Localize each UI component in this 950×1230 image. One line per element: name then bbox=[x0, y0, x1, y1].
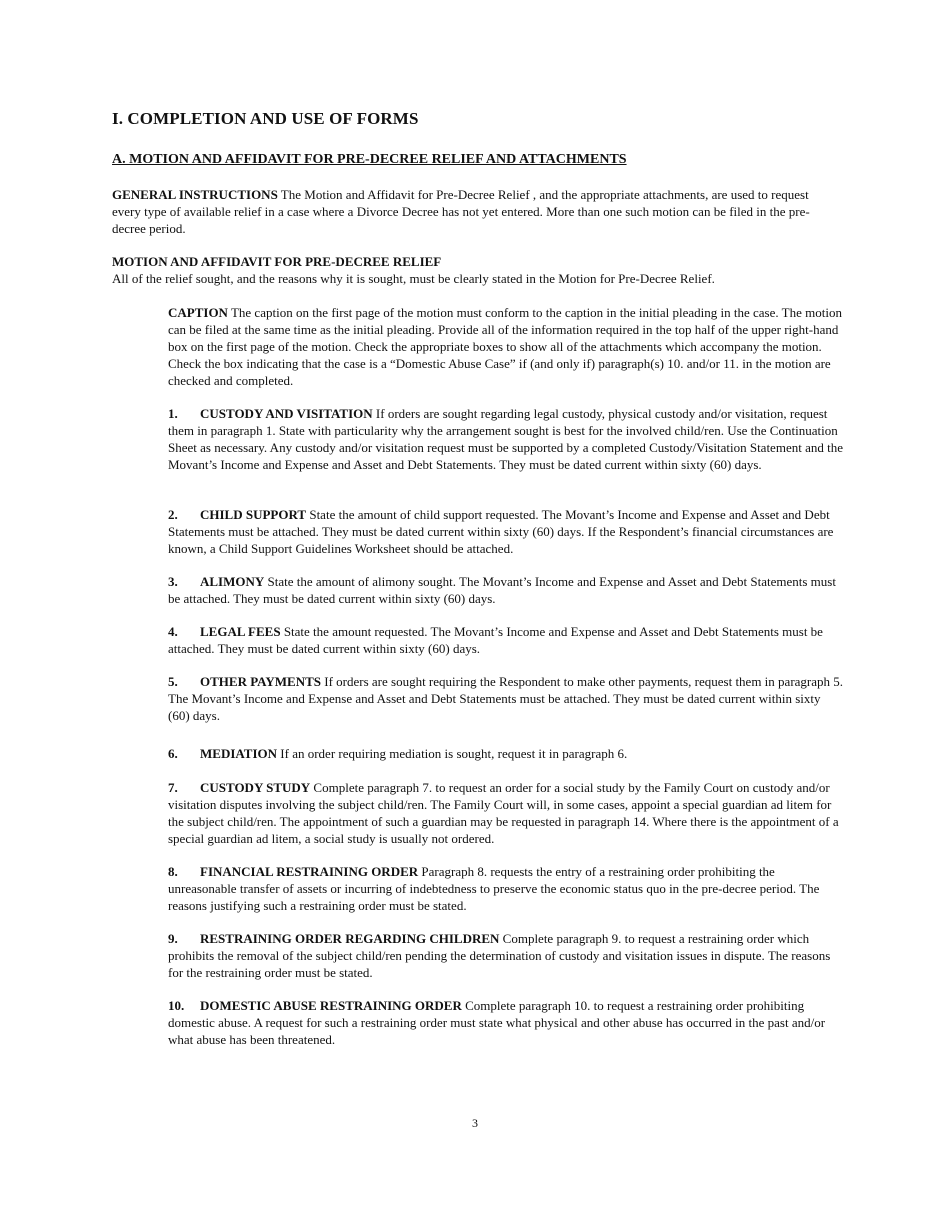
item-text: If an order requiring mediation is sought, request it in paragraph 6. bbox=[277, 746, 628, 761]
item-lead: FINANCIAL RESTRAINING ORDER bbox=[200, 864, 419, 879]
item-text: Complete paragraph 10. to request a restraining order prohibiting domestic abuse. A request for such a restraining order must state what physical and other abuse has occurred in the past and/or what abuse has been threatened. bbox=[168, 998, 826, 1047]
caption-paragraph bbox=[168, 304, 843, 389]
item-text: Complete paragraph 7. to request an order for a social study by the Family Court on custody and/or visitation disputes involving the subject child/ren. The Family Court will, in some cases, appoint a special guardian ad litem for the subject child/ren. The appointment of such a guardian may be requested in paragraph 14. Where there is the appointment of a special guardian ad litem, a social study is usually not ordered. bbox=[168, 780, 839, 846]
instruction-item-domestic-abuse-restraining-order bbox=[168, 997, 843, 1048]
item-lead: ALIMONY bbox=[200, 574, 265, 589]
caption-lead: CAPTION bbox=[168, 305, 228, 320]
general-instructions-text: The Motion and Affidavit for Pre-Decree Relief , and the appropriate attachments, are used to request every type of available relief in a case where a Divorce Decree has not yet entered. More than one such motion can be filed in the pre-decree period. bbox=[112, 187, 810, 236]
caption-text: The caption on the first page of the motion must conform to the caption in the initial pleading in the case. The motion can be filed at the same time as the initial pleading. Provide all of the information required in the top half of the upper right-hand box on the first page of the motion. Check the appropriate boxes to show all of the attachments which accompany the motion. Check the box indicating that the case is a “Domestic Abuse Case” if (and only if) paragraph(s) 10. and/or 11. in the motion are checked and completed. bbox=[168, 305, 842, 388]
item-lead: DOMESTIC ABUSE RESTRAINING ORDER bbox=[200, 998, 462, 1013]
instruction-item-custody-study bbox=[168, 779, 843, 847]
item-lead: CHILD SUPPORT bbox=[200, 507, 307, 522]
item-text: Complete paragraph 9. to request a restraining order which prohibits the removal of the subject child/ren pending the determination of custody and visitation issues in dispute. The reasons for the restraining order must be stated. bbox=[168, 931, 831, 980]
instruction-item-other-payments bbox=[168, 673, 843, 724]
item-text: State the amount of alimony sought. The Movant’s Income and Expense and Asset and Debt Statements must be attached. They must be dated current within sixty (60) days. bbox=[168, 574, 836, 606]
instruction-item-custody-visitation bbox=[168, 405, 843, 473]
motion-affidavit-paragraph bbox=[112, 253, 832, 287]
subsection-title: A. MOTION AND AFFIDAVIT FOR PRE-DECREE RELIEF AND ATTACHMENTS bbox=[112, 152, 627, 167]
item-number: 6. bbox=[168, 746, 178, 761]
item-number: 4. bbox=[168, 624, 178, 639]
page-number: 3 bbox=[472, 1116, 478, 1130]
general-instructions-paragraph bbox=[112, 186, 832, 237]
item-text: If orders are sought requiring the Respondent to make other payments, request them in paragraph 5. The Movant’s Income and Expense and Asset and Debt Statements must be attached. They must be dated current within sixty (60) days. bbox=[168, 674, 844, 723]
item-text: If orders are sought regarding legal custody, physical custody and/or visitation, request them in paragraph 1. State with particularity why the arrangement sought is best for the involved child/ren. Use the Continuation Sheet as necessary. Any custody and/or visitation request must be supported by a completed Custody/Visitation Statement and the Movant’s Income and Expense and Asset and Debt Statements. They must be dated current within sixty (60) days. bbox=[168, 406, 843, 472]
item-number: 1. bbox=[168, 406, 178, 421]
item-number: 10. bbox=[168, 998, 185, 1013]
instruction-item-mediation bbox=[168, 745, 843, 762]
item-number: 2. bbox=[168, 507, 178, 522]
item-lead: MEDIATION bbox=[200, 746, 278, 761]
item-number: 3. bbox=[168, 574, 178, 589]
item-lead: CUSTODY STUDY bbox=[200, 780, 311, 795]
item-text: State the amount of child support requested. The Movant’s Income and Expense and Asset and Debt Statements must be attached. They must be dated current within sixty (60) days. If the Respondent’s financial circumstances are known, a Child Support Guidelines Worksheet should be attached. bbox=[168, 507, 834, 556]
item-number: 5. bbox=[168, 674, 178, 689]
instruction-item-alimony bbox=[168, 573, 843, 607]
instruction-item-legal-fees bbox=[168, 623, 843, 657]
item-number: 9. bbox=[168, 931, 178, 946]
motion-affidavit-lead: MOTION AND AFFIDAVIT FOR PRE-DECREE RELIEF bbox=[112, 254, 442, 269]
item-lead: LEGAL FEES bbox=[200, 624, 281, 639]
item-text: State the amount requested. The Movant’s Income and Expense and Asset and Debt Statements must be attached. They must be dated current within sixty (60) days. bbox=[168, 624, 823, 656]
instruction-item-financial-restraining-order bbox=[168, 863, 843, 914]
item-number: 8. bbox=[168, 864, 178, 879]
motion-affidavit-text: All of the relief sought, and the reasons why it is sought, must be clearly stated in the Motion for Pre-Decree Relief. bbox=[112, 271, 715, 286]
general-instructions-lead: GENERAL INSTRUCTIONS bbox=[112, 187, 278, 202]
instruction-item-child-support bbox=[168, 506, 843, 557]
item-lead: CUSTODY AND VISITATION bbox=[200, 406, 373, 421]
item-lead: OTHER PAYMENTS bbox=[200, 674, 321, 689]
item-number: 7. bbox=[168, 780, 178, 795]
item-text: Paragraph 8. requests the entry of a restraining order prohibiting the unreasonable transfer of assets or incurring of indebtedness to preserve the economic status quo in the pre-decree period. The reasons justifying such a restraining order must be stated. bbox=[168, 864, 820, 913]
item-lead: RESTRAINING ORDER REGARDING CHILDREN bbox=[200, 931, 500, 946]
instruction-item-restraining-order-children bbox=[168, 930, 843, 981]
section-title: I. COMPLETION AND USE OF FORMS bbox=[112, 109, 419, 128]
